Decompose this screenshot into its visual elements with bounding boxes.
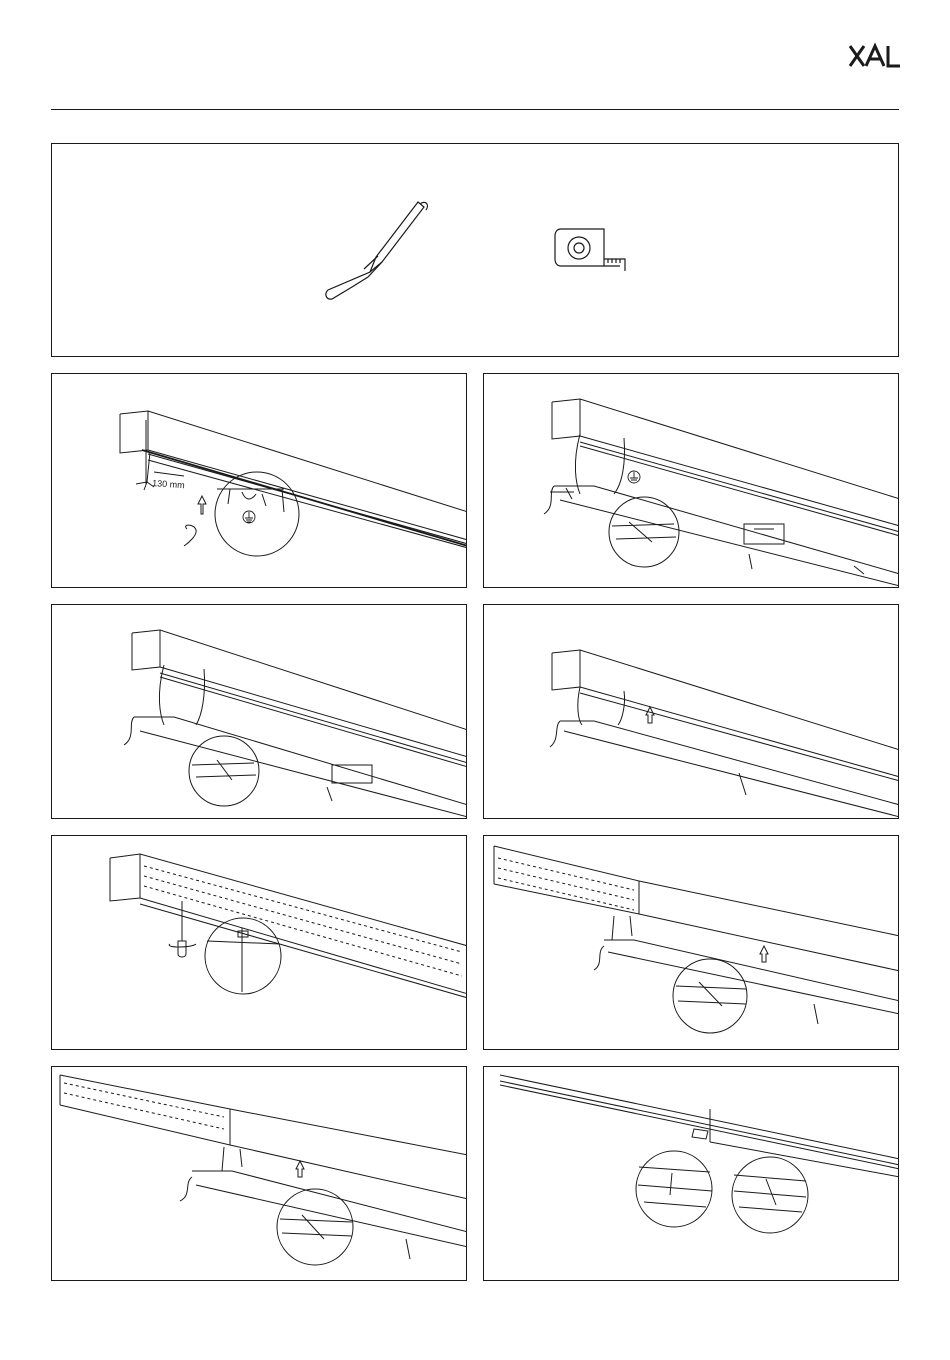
step-panel-5 (51, 835, 467, 1050)
step-8-drawing (484, 1067, 899, 1281)
step-1-drawing (52, 374, 467, 588)
earth-symbol-icon (243, 511, 255, 523)
step-panel-7 (51, 1066, 467, 1281)
screwdriver-icon (326, 202, 428, 299)
step-6-drawing (484, 836, 899, 1050)
step-7-drawing (52, 1067, 467, 1281)
step-panel-4 (483, 604, 899, 819)
step-panel-2 (483, 373, 899, 588)
step-panel-6 (483, 835, 899, 1050)
step-2-drawing (484, 374, 899, 588)
step-panel-1 (51, 373, 467, 588)
step-4-drawing (484, 605, 899, 819)
earth-symbol-icon (628, 471, 640, 483)
step-panel-8 (483, 1066, 899, 1281)
header-divider (51, 109, 899, 110)
required-tools-panel (51, 143, 899, 357)
step-panel-3 (51, 604, 467, 819)
brand-logo (848, 42, 902, 70)
cable-length-label: 130 mm (151, 478, 185, 491)
tape-measure-icon (555, 229, 625, 271)
step-5-drawing (52, 836, 467, 1050)
tools-drawing (52, 144, 898, 356)
step-3-drawing (52, 605, 467, 819)
